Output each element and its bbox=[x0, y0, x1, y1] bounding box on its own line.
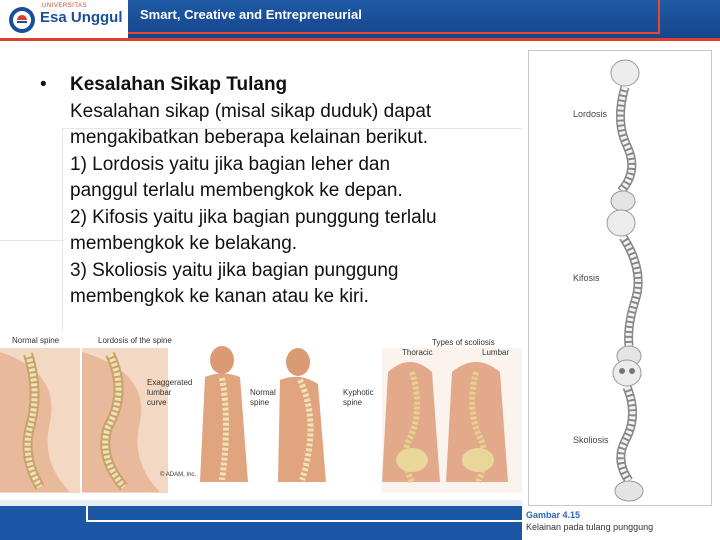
label-kyphotic: Kyphotic bbox=[343, 388, 374, 397]
spine-figure-panel bbox=[522, 48, 720, 540]
figure-label-skoliosis: Skoliosis bbox=[573, 435, 609, 445]
body-text bbox=[40, 99, 510, 311]
slide-title: Kesalahan Sikap Tulang bbox=[70, 74, 288, 95]
logo-name: Esa Unggul bbox=[40, 9, 123, 26]
label-exaggerated: Exaggerated bbox=[147, 378, 193, 387]
body-line: membengkok ke belakang. bbox=[70, 233, 298, 254]
label-kyphotic-spine: spine bbox=[343, 398, 363, 407]
label-copyright: © ADAM, Inc. bbox=[160, 472, 197, 478]
logo-subtitle: UNIVERSITAS bbox=[42, 3, 88, 9]
label-types-scoliosis: Types of scoliosis bbox=[432, 338, 495, 347]
label-lordosis: Lordosis of the spine bbox=[98, 336, 172, 345]
label-lumbar: lumbar bbox=[147, 388, 172, 397]
spine-skeleton-icon bbox=[529, 51, 713, 507]
logo bbox=[0, 0, 128, 38]
university-logo-icon bbox=[8, 6, 36, 34]
label-curve: curve bbox=[147, 398, 167, 407]
header-tagline: Smart, Creative and Entrepreneurial bbox=[140, 7, 362, 22]
header-accent-line bbox=[0, 38, 720, 41]
label-normal-spine: Normal spine bbox=[12, 336, 60, 345]
figure-label-kifosis: Kifosis bbox=[573, 273, 600, 283]
label-normal: Normal bbox=[250, 388, 276, 397]
body-line: Kesalahan sikap (misal sikap duduk) dapat bbox=[70, 100, 432, 122]
body-line: membengkok ke kanan atau ke kiri. bbox=[70, 286, 369, 307]
figure-caption-title: Gambar 4.15 bbox=[526, 510, 581, 520]
body-line: panggul terlalu membengkok ke depan. bbox=[70, 180, 403, 201]
label-lumbar-2: Lumbar bbox=[482, 348, 510, 357]
spine-illustration-icon bbox=[0, 332, 522, 497]
body-line: 2) Kifosis yaitu jika bagian punggung terlalu bbox=[70, 206, 437, 228]
bullet-icon: • bbox=[40, 74, 47, 95]
bullet-text-block bbox=[40, 72, 510, 311]
body-line: mengakibatkan beberapa kelainan berikut. bbox=[70, 127, 429, 148]
label-thoracic: Thoracic bbox=[402, 348, 433, 357]
body-line: 1) Lordosis yaitu jika bagian leher dan bbox=[70, 153, 391, 175]
bullet-item bbox=[40, 72, 510, 99]
figure-label-lordosis: Lordosis bbox=[573, 109, 608, 119]
body-line: 3) Skoliosis yaitu jika bagian punggung bbox=[70, 259, 399, 281]
figure-frame bbox=[528, 50, 712, 506]
spine-illustration-photo bbox=[0, 332, 522, 497]
label-normal-spine-2: spine bbox=[250, 398, 270, 407]
figure-caption-text: Kelainan pada tulang punggung bbox=[526, 522, 654, 532]
footer-accent-line bbox=[86, 506, 522, 522]
